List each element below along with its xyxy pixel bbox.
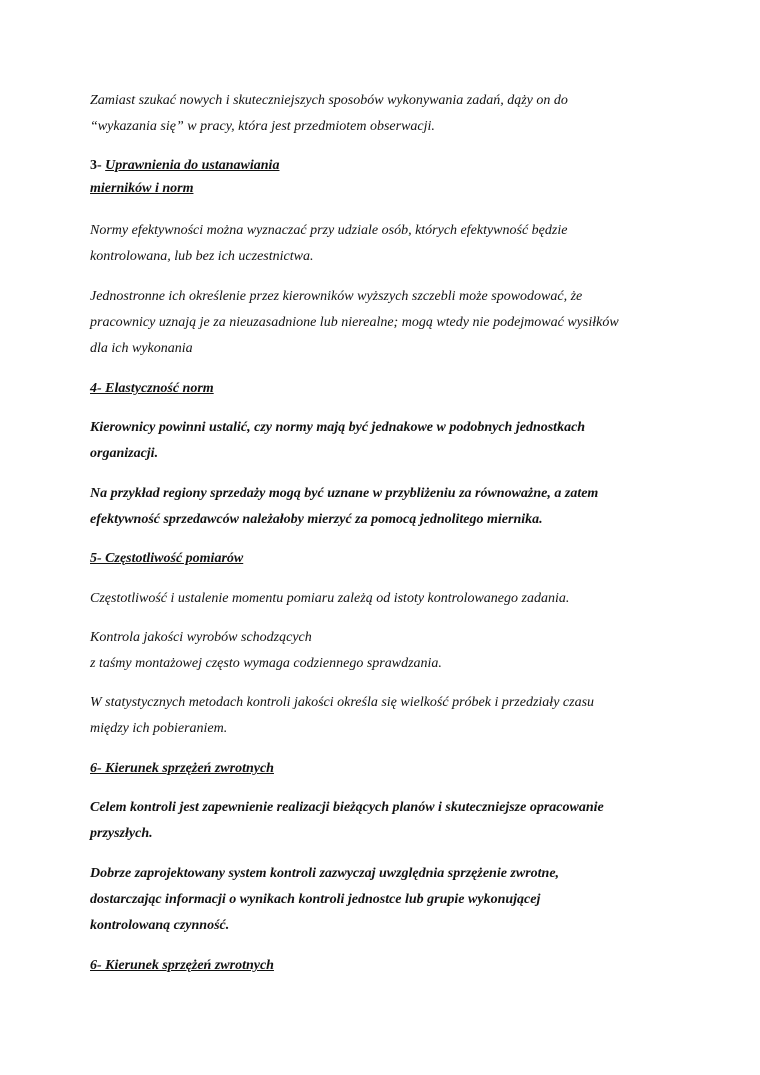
paragraph-line: “wykazania się” w pracy, która jest przedmiotem obserwacji. (90, 119, 435, 134)
paragraph-feedback-system (90, 861, 690, 939)
paragraph-line: efektywność sprzedawców należałoby mierzyć za pomocą jednolitego miernika. (90, 512, 543, 527)
heading-3 (90, 153, 690, 202)
paragraph-frequency (90, 586, 690, 612)
paragraph-line: Celem kontroli jest zapewnienie realizacji bieżących planów i skuteczniejsze opracowanie (90, 800, 604, 815)
paragraph-norms-participation (90, 218, 690, 270)
paragraph-line: Kierownicy powinni ustalić, czy normy mają być jednakowe w podobnych jednostkach (90, 420, 586, 435)
heading-6-repeat: 6- Kierunek sprzężeń zwrotnych (90, 958, 274, 973)
paragraph-line: Na przykład regiony sprzedaży mogą być uznane w przybliżeniu za równoważne, a zatem (90, 486, 599, 501)
paragraph-line: przyszłych. (90, 826, 153, 841)
heading-4: 4- Elastyczność norm (90, 381, 214, 396)
paragraph-line: Dobrze zaprojektowany system kontroli zazwyczaj uwzględnia sprzężenie zwrotne, (90, 866, 560, 881)
paragraph-statistical-methods (90, 690, 690, 742)
paragraph-line: Częstotliwość i ustalenie momentu pomiaru zależą od istoty kontrolowanego zadania. (90, 591, 570, 606)
paragraph-line: Jednostronne ich określenie przez kierowników wyższych szczebli może spowodować, że (90, 289, 583, 304)
paragraph-line: Zamiast szukać nowych i skuteczniejszych sposobów wykonywania zadań, dąży on do (90, 93, 568, 108)
heading-6: 6- Kierunek sprzężeń zwrotnych (90, 761, 274, 776)
paragraph-line: dostarczając informacji o wynikach kontroli jednostce lub grupie wykonującej (90, 892, 541, 907)
paragraph-line: dla ich wykonania (90, 341, 193, 356)
paragraph-control-goal (90, 795, 690, 847)
paragraph-sales-regions (90, 481, 690, 533)
paragraph-line: pracownicy uznają je za nieuzasadnione lub nierealne; mogą wtedy nie podejmować wysiłków (90, 315, 619, 330)
paragraph-line: kontrolowana, lub bez ich uczestnictwa. (90, 249, 314, 264)
paragraph-quality-control (90, 625, 690, 677)
paragraph-observation (90, 88, 690, 140)
heading-text-continued: mierników i norm (90, 181, 194, 196)
paragraph-unilateral (90, 284, 690, 362)
paragraph-line: Normy efektywności można wyznaczać przy udziale osób, których efektywność będzie (90, 223, 568, 238)
heading-5: 5- Częstotliwość pomiarów (90, 551, 244, 566)
heading-number: 3- (90, 158, 106, 173)
paragraph-line: kontrolowaną czynność. (90, 918, 230, 933)
paragraph-line: W statystycznych metodach kontroli jakości określa się wielkość próbek i przedziały czasu (90, 695, 595, 710)
paragraph-line: między ich pobieraniem. (90, 721, 228, 736)
paragraph-line: Kontrola jakości wyrobów schodzących (90, 630, 312, 645)
paragraph-line: z taśmy montażowej często wymaga codziennego sprawdzania. (90, 656, 442, 671)
paragraph-uniform-norms (90, 415, 690, 467)
heading-text: Uprawnienia do ustanawiania (105, 158, 280, 173)
paragraph-line: organizacji. (90, 446, 159, 461)
